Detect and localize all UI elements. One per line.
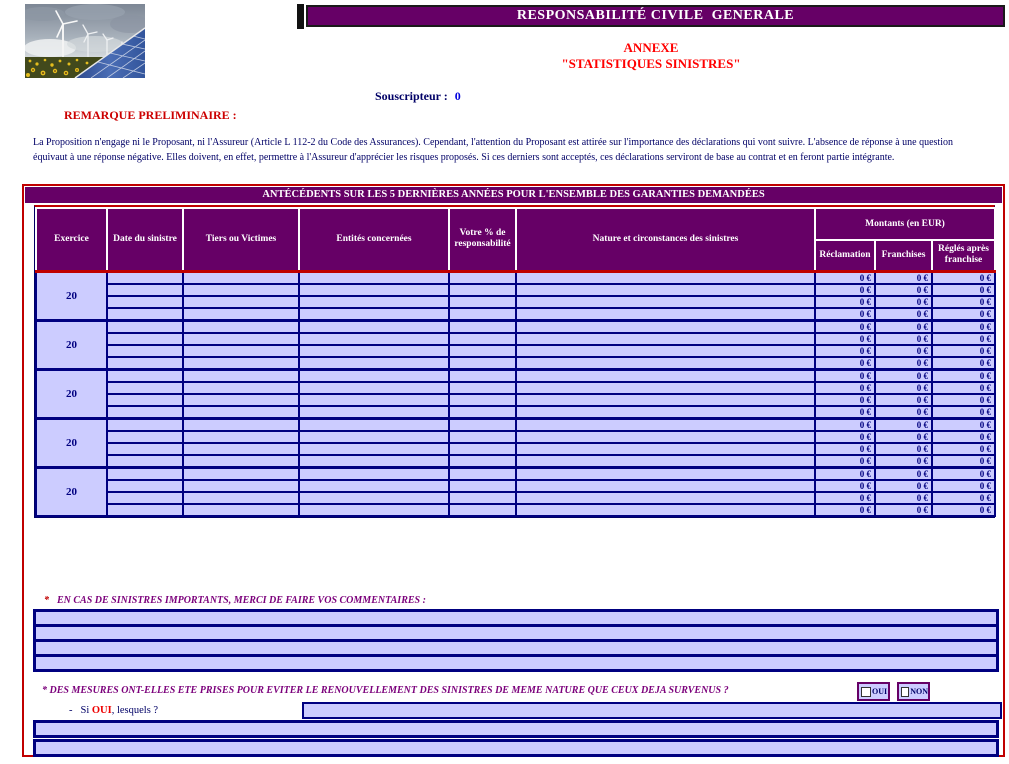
reclamation-cell[interactable]: 0 € [815,467,875,480]
entites_concernees-cell[interactable] [299,320,449,333]
nature_circonstances-cell[interactable] [516,382,815,394]
entites_concernees-cell[interactable] [299,504,449,516]
col-header-montants: Montants (en EUR) [815,208,995,240]
tiers_ou_victimes-cell[interactable] [183,369,299,382]
pct_responsabilite-cell[interactable] [449,406,516,419]
reclamation-cell[interactable]: 0 € [815,333,875,345]
tiers_ou_victimes-cell[interactable] [183,418,299,431]
nature_circonstances-cell[interactable] [516,455,815,468]
tiers_ou_victimes-cell[interactable] [183,480,299,492]
nature_circonstances-cell[interactable] [516,492,815,504]
pct_responsabilite-cell[interactable] [449,467,516,480]
entites_concernees-cell[interactable] [299,431,449,443]
pct_responsabilite-cell[interactable] [449,431,516,443]
regles_apres_franchise-cell[interactable]: 0 € [932,333,995,345]
franchises-cell[interactable]: 0 € [875,455,932,468]
regles_apres_franchise-cell[interactable]: 0 € [932,345,995,357]
claims-table-wrap [34,205,995,518]
form-container [22,184,1005,757]
date_du_sinistre-cell[interactable] [107,406,183,419]
regles_apres_franchise-cell[interactable]: 0 € [932,455,995,468]
pct_responsabilite-cell[interactable] [449,345,516,357]
entites_concernees-cell[interactable] [299,492,449,504]
nature_circonstances-cell[interactable] [516,308,815,321]
franchises-cell[interactable]: 0 € [875,504,932,516]
si-oui-highlight: OUI [91,705,112,716]
entites_concernees-cell[interactable] [299,382,449,394]
pct_responsabilite-cell[interactable] [449,333,516,345]
comments-star: * [44,595,49,606]
regles_apres_franchise-cell[interactable]: 0 € [932,431,995,443]
tiers_ou_victimes-cell[interactable] [183,455,299,468]
regles_apres_franchise-cell[interactable]: 0 € [932,357,995,370]
si-oui-prefix: Si [80,705,92,716]
tiers_ou_victimes-cell[interactable] [183,467,299,480]
tiers_ou_victimes-cell[interactable] [183,320,299,333]
franchises-cell[interactable]: 0 € [875,492,932,504]
entites_concernees-cell[interactable] [299,345,449,357]
regles_apres_franchise-cell[interactable]: 0 € [932,308,995,321]
date_du_sinistre-cell[interactable] [107,492,183,504]
nature_circonstances-cell[interactable] [516,345,815,357]
tiers_ou_victimes-cell[interactable] [183,333,299,345]
tiers_ou_victimes-cell[interactable] [183,284,299,296]
measures-question [42,685,842,696]
reclamation-cell[interactable]: 0 € [815,394,875,406]
pct_responsabilite-cell[interactable] [449,308,516,321]
franchises-cell[interactable]: 0 € [875,296,932,308]
date_du_sinistre-cell[interactable] [107,455,183,468]
date_du_sinistre-cell[interactable] [107,320,183,333]
question-star: * [42,685,47,696]
nature_circonstances-cell[interactable] [516,467,815,480]
oui-checkbox-label: OUI [872,687,888,696]
reclamation-cell[interactable]: 0 € [815,418,875,431]
pct_responsabilite-cell[interactable] [449,504,516,516]
franchises-cell[interactable]: 0 € [875,406,932,419]
entites_concernees-cell[interactable] [299,467,449,480]
franchises-cell[interactable]: 0 € [875,320,932,333]
reclamation-cell[interactable]: 0 € [815,308,875,321]
souscripteur-value[interactable]: 0 [454,89,461,103]
pct_responsabilite-cell[interactable] [449,382,516,394]
regles_apres_franchise-cell[interactable]: 0 € [932,296,995,308]
nature_circonstances-cell[interactable] [516,369,815,382]
tiers_ou_victimes-cell[interactable] [183,431,299,443]
reclamation-cell[interactable]: 0 € [815,382,875,394]
col-header-regles: Réglés après franchise [932,240,995,271]
tiers_ou_victimes-cell[interactable] [183,382,299,394]
oui-checkbox[interactable] [857,682,890,701]
tiers_ou_victimes-cell[interactable] [183,504,299,516]
reclamation-cell[interactable]: 0 € [815,296,875,308]
question-text: DES MESURES ONT-ELLES ETE PRISES POUR EVITER LE RENOUVELLEMENT DES SINISTRES DE MEME NATURE QUE CEUX DEJA SURVENUS ? [49,685,729,696]
col-header-exercice: Exercice [36,208,107,271]
answer-input-row[interactable] [33,720,999,738]
tiers_ou_victimes-cell[interactable] [183,271,299,284]
col-header-pct: Votre % de responsabilité [449,208,516,271]
date_du_sinistre-cell[interactable] [107,394,183,406]
pct_responsabilite-cell[interactable] [449,418,516,431]
col-header-franchises: Franchises [875,240,932,271]
nature_circonstances-cell[interactable] [516,480,815,492]
pct_responsabilite-cell[interactable] [449,492,516,504]
reclamation-cell[interactable]: 0 € [815,504,875,516]
franchises-cell[interactable]: 0 € [875,357,932,370]
tiers_ou_victimes-cell[interactable] [183,394,299,406]
remarque-label: REMARQUE PRELIMINAIRE : [64,108,237,122]
entites_concernees-cell[interactable] [299,357,449,370]
non-checkbox[interactable] [897,682,930,701]
franchises-cell[interactable]: 0 € [875,308,932,321]
regles_apres_franchise-cell[interactable]: 0 € [932,418,995,431]
nature_circonstances-cell[interactable] [516,271,815,284]
wind-solar-sunflowers-image [25,4,145,78]
si-oui-suffix: , lesquels ? [111,705,159,716]
franchises-cell[interactable]: 0 € [875,369,932,382]
entites_concernees-cell[interactable] [299,394,449,406]
entites_concernees-cell[interactable] [299,418,449,431]
claims-table [35,207,996,517]
pct_responsabilite-cell[interactable] [449,296,516,308]
date_du_sinistre-cell[interactable] [107,296,183,308]
header-photo [25,4,145,78]
franchises-cell[interactable]: 0 € [875,480,932,492]
si-oui-dash: - [69,705,73,716]
tiers_ou_victimes-cell[interactable] [183,492,299,504]
tiers_ou_victimes-cell[interactable] [183,443,299,455]
annexe-line1: ANNEXE [623,40,679,55]
franchises-cell[interactable]: 0 € [875,345,932,357]
regles_apres_franchise-cell[interactable]: 0 € [932,406,995,419]
col-header-reclamation: Réclamation [815,240,875,271]
nature_circonstances-cell[interactable] [516,418,815,431]
regles_apres_franchise-cell[interactable]: 0 € [932,443,995,455]
franchises-cell[interactable]: 0 € [875,382,932,394]
regles_apres_franchise-cell[interactable]: 0 € [932,467,995,480]
comments-input-area [33,609,999,672]
entites_concernees-cell[interactable] [299,443,449,455]
remarque-text: La Proposition n'engage ni le Proposant, ni l'Assureur (Article L 112-2 du Code des Assurances). Cependant, l'attention du Proposant est attirée sur l'importance des déclarations qui vont suivre. L'absence de réponse à une question équivaut à une réponse négative. Elles doivent, en effet, permettre à l'Assureur d'apprécier les risques proposés. Si ces derniers sont acceptés, ces déclarations serviront de base au contrat et en feront partie intégrante. [33,137,953,163]
nature_circonstances-cell[interactable] [516,394,815,406]
non-checkbox-label: NON [910,687,928,696]
nature_circonstances-cell[interactable] [516,431,815,443]
pct_responsabilite-cell[interactable] [449,455,516,468]
franchises-cell[interactable]: 0 € [875,418,932,431]
date_du_sinistre-cell[interactable] [107,357,183,370]
si-oui-label [69,705,158,716]
nature_circonstances-cell[interactable] [516,504,815,516]
tiers_ou_victimes-cell[interactable] [183,296,299,308]
franchises-cell[interactable]: 0 € [875,443,932,455]
nature_circonstances-cell[interactable] [516,296,815,308]
reclamation-cell[interactable]: 0 € [815,369,875,382]
pct_responsabilite-cell[interactable] [449,271,516,284]
franchises-cell[interactable]: 0 € [875,467,932,480]
tiers_ou_victimes-cell[interactable] [183,357,299,370]
souscripteur-label: Souscripteur : [375,89,448,103]
reclamation-cell[interactable]: 0 € [815,357,875,370]
nature_circonstances-cell[interactable] [516,406,815,419]
nature_circonstances-cell[interactable] [516,357,815,370]
tiers_ou_victimes-cell[interactable] [183,308,299,321]
entites_concernees-cell[interactable] [299,455,449,468]
reclamation-cell[interactable]: 0 € [815,480,875,492]
comment-input-row[interactable] [33,654,999,672]
regles_apres_franchise-cell[interactable]: 0 € [932,394,995,406]
date_du_sinistre-cell[interactable] [107,431,183,443]
regles_apres_franchise-cell[interactable]: 0 € [932,492,995,504]
regles_apres_franchise-cell[interactable]: 0 € [932,504,995,516]
non-checkbox-square[interactable] [901,687,909,697]
date_du_sinistre-cell[interactable] [107,467,183,480]
pct_responsabilite-cell[interactable] [449,480,516,492]
franchises-cell[interactable]: 0 € [875,431,932,443]
col-header-nature: Nature et circonstances des sinistres [516,208,815,271]
tiers_ou_victimes-cell[interactable] [183,406,299,419]
nature_circonstances-cell[interactable] [516,284,815,296]
entites_concernees-cell[interactable] [299,284,449,296]
banner-left-bar [297,4,304,29]
date_du_sinistre-cell[interactable] [107,308,183,321]
reclamation-cell[interactable]: 0 € [815,443,875,455]
pct_responsabilite-cell[interactable] [449,284,516,296]
souscripteur-row [375,89,461,104]
col-header-entites: Entités concernées [299,208,449,271]
page-title: RESPONSABILITÉ CIVILE GENERALE [516,8,795,23]
table-banner: ANTÉCÉDENTS SUR LES 5 DERNIÈRES ANNÉES POUR L'ENSEMBLE DES GARANTIES DEMANDÉES [25,187,1002,203]
exercice-cell[interactable]: 20 [36,369,107,418]
pct_responsabilite-cell[interactable] [449,320,516,333]
date_du_sinistre-cell[interactable] [107,504,183,516]
entites_concernees-cell[interactable] [299,308,449,321]
reclamation-cell[interactable]: 0 € [815,284,875,296]
date_du_sinistre-cell[interactable] [107,480,183,492]
regles_apres_franchise-cell[interactable]: 0 € [932,480,995,492]
reclamation-cell[interactable]: 0 € [815,431,875,443]
regles_apres_franchise-cell[interactable]: 0 € [932,382,995,394]
tiers_ou_victimes-cell[interactable] [183,345,299,357]
entites_concernees-cell[interactable] [299,406,449,419]
col-header-date: Date du sinistre [107,208,183,271]
reclamation-cell[interactable]: 0 € [815,455,875,468]
exercice-cell[interactable]: 20 [36,467,107,516]
reclamation-cell[interactable]: 0 € [815,406,875,419]
date_du_sinistre-cell[interactable] [107,271,183,284]
exercice-cell[interactable]: 20 [36,271,107,320]
answer-input-row[interactable] [33,739,999,757]
si-oui-input[interactable] [302,702,1002,719]
reclamation-cell[interactable]: 0 € [815,345,875,357]
col-header-tiers: Tiers ou Victimes [183,208,299,271]
pct_responsabilite-cell[interactable] [449,394,516,406]
franchises-cell[interactable]: 0 € [875,271,932,284]
nature_circonstances-cell[interactable] [516,443,815,455]
regles_apres_franchise-cell[interactable]: 0 € [932,369,995,382]
claims-table-body [36,271,995,516]
pct_responsabilite-cell[interactable] [449,443,516,455]
date_du_sinistre-cell[interactable] [107,284,183,296]
date_du_sinistre-cell[interactable] [107,369,183,382]
exercice-cell[interactable]: 20 [36,320,107,369]
pct_responsabilite-cell[interactable] [449,357,516,370]
entites_concernees-cell[interactable] [299,296,449,308]
franchises-cell[interactable]: 0 € [875,284,932,296]
regles_apres_franchise-cell[interactable]: 0 € [932,320,995,333]
pct_responsabilite-cell[interactable] [449,369,516,382]
regles_apres_franchise-cell[interactable]: 0 € [932,271,995,284]
franchises-cell[interactable]: 0 € [875,333,932,345]
franchises-cell[interactable]: 0 € [875,394,932,406]
entites_concernees-cell[interactable] [299,271,449,284]
reclamation-cell[interactable]: 0 € [815,320,875,333]
oui-checkbox-square[interactable] [861,687,871,697]
exercice-cell[interactable]: 20 [36,418,107,467]
reclamation-cell[interactable]: 0 € [815,271,875,284]
date_du_sinistre-cell[interactable] [107,382,183,394]
title-banner [306,5,1005,27]
nature_circonstances-cell[interactable] [516,333,815,345]
regles_apres_franchise-cell[interactable]: 0 € [932,284,995,296]
entites_concernees-cell[interactable] [299,333,449,345]
reclamation-cell[interactable]: 0 € [815,492,875,504]
annexe-title [297,40,1005,72]
date_du_sinistre-cell[interactable] [107,345,183,357]
date_du_sinistre-cell[interactable] [107,443,183,455]
comments-label-text: EN CAS DE SINISTRES IMPORTANTS, MERCI DE FAIRE VOS COMMENTAIRES : [57,595,426,606]
annexe-line2: "STATISTIQUES SINISTRES" [561,56,741,71]
date_du_sinistre-cell[interactable] [107,333,183,345]
date_du_sinistre-cell[interactable] [107,418,183,431]
comments-label [44,595,426,606]
nature_circonstances-cell[interactable] [516,320,815,333]
entites_concernees-cell[interactable] [299,369,449,382]
entites_concernees-cell[interactable] [299,480,449,492]
